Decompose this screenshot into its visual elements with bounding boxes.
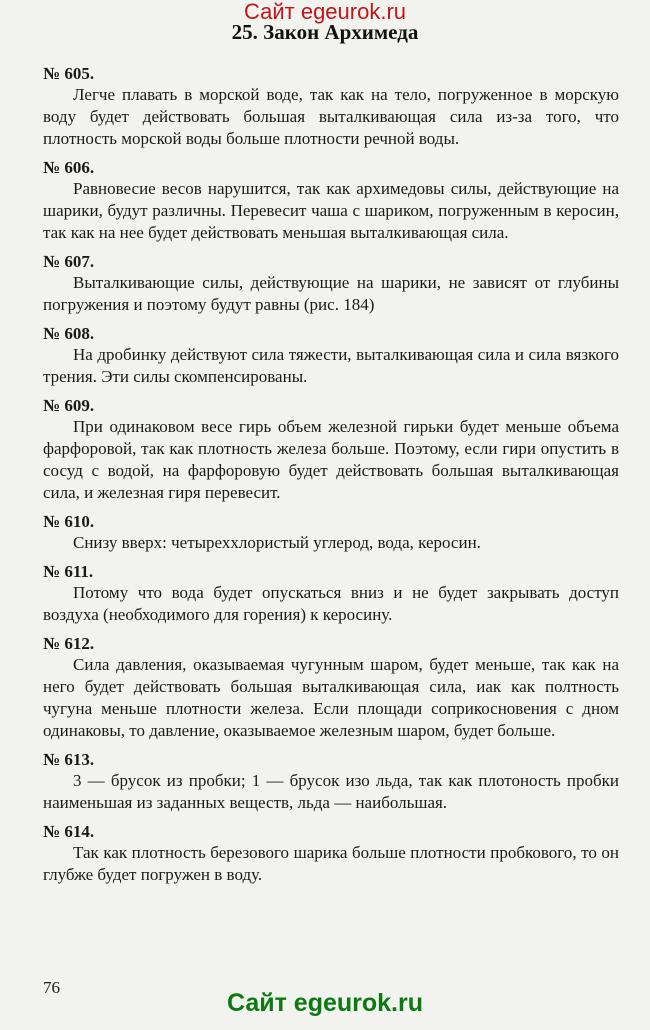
problem-number: № 608.: [43, 324, 95, 343]
problem-number: № 606.: [43, 158, 95, 177]
problem-number: № 612.: [43, 634, 95, 653]
problem-text: Равновесие весов нарушится, так как архимедовы силы, действующие на шарики, будут различны. Перевесит чаша с шариком, погруженным в керосин, так как на нее будет действовать меньшая выталкивающая сила.: [43, 179, 619, 242]
problem-number: № 607.: [43, 252, 95, 271]
problem-609: [43, 395, 619, 504]
site-watermark-top: Сайт egeurok.ru: [243, 0, 407, 24]
problem-608: [43, 323, 619, 388]
problem-text: Так как плотность березового шарика больше плотности пробкового, то он глубже будет погружен в воду.: [43, 843, 619, 884]
problem-number: № 613.: [43, 750, 95, 769]
problem-text: 3 — брусок из пробки; 1 — брусок изо льда, так как плотоность пробки наименьшая из заданных веществ, льда — наибольшая.: [43, 771, 619, 812]
problem-610: [43, 511, 619, 554]
problem-text: Выталкивающие силы, действующие на шарики, не зависят от глубины погружения и поэтому будут равны (рис. 184): [43, 273, 619, 314]
problem-number: № 610.: [43, 512, 95, 531]
problem-number: № 609.: [43, 396, 95, 415]
page-number: 76: [43, 978, 60, 997]
problem-text: На дробинку действуют сила тяжести, выталкивающая сила и сила вязкого трения. Эти силы скомпенсированы.: [43, 345, 619, 386]
problem-613: [43, 749, 619, 814]
problem-605: [43, 63, 619, 150]
problem-611: [43, 561, 619, 626]
problem-number: № 605.: [43, 64, 95, 83]
problem-606: [43, 157, 619, 244]
problem-614: [43, 821, 619, 886]
problems-list: [43, 63, 619, 893]
problem-text: Потому что вода будет опускаться вниз и не будет закрывать доступ воздуха (необходимого для горения) к керосину.: [43, 583, 619, 624]
site-watermark-bottom: Сайт egeurok.ru: [226, 989, 424, 1017]
problem-text: При одинаковом весе гирь объем железной гирьки будет меньше объема фарфоровой, так как плотность железа больше. Поэтому, если гири опустить в сосуд с водой, на фарфоровую будет действовать большая выталкивающая сила, и железная гиря перевесит.: [43, 417, 619, 502]
problem-number: № 614.: [43, 822, 95, 841]
problem-number: № 611.: [43, 562, 94, 581]
problem-text: Легче плавать в морской воде, так как на тело, погруженное в морскую воду будет действовать большая выталкивающая сила из-за того, что плотность морской воды больше плотности речной воды.: [43, 85, 619, 148]
chapter-title: 25. Закон Архимеда: [231, 20, 419, 44]
problem-607: [43, 251, 619, 316]
problem-text: Сила давления, оказываемая чугунным шаром, будет меньше, так как на него будет действовать большая выталкивающая сила, иак как полтность чугуна меньше плотности железа. Если площади соприкосновения с дном одинаковы, то давление, оказываемое железным шаром, будет больше.: [43, 655, 619, 740]
problem-612: [43, 633, 619, 742]
problem-text: Снизу вверх: четыреххлористый углерод, вода, керосин.: [73, 533, 481, 552]
